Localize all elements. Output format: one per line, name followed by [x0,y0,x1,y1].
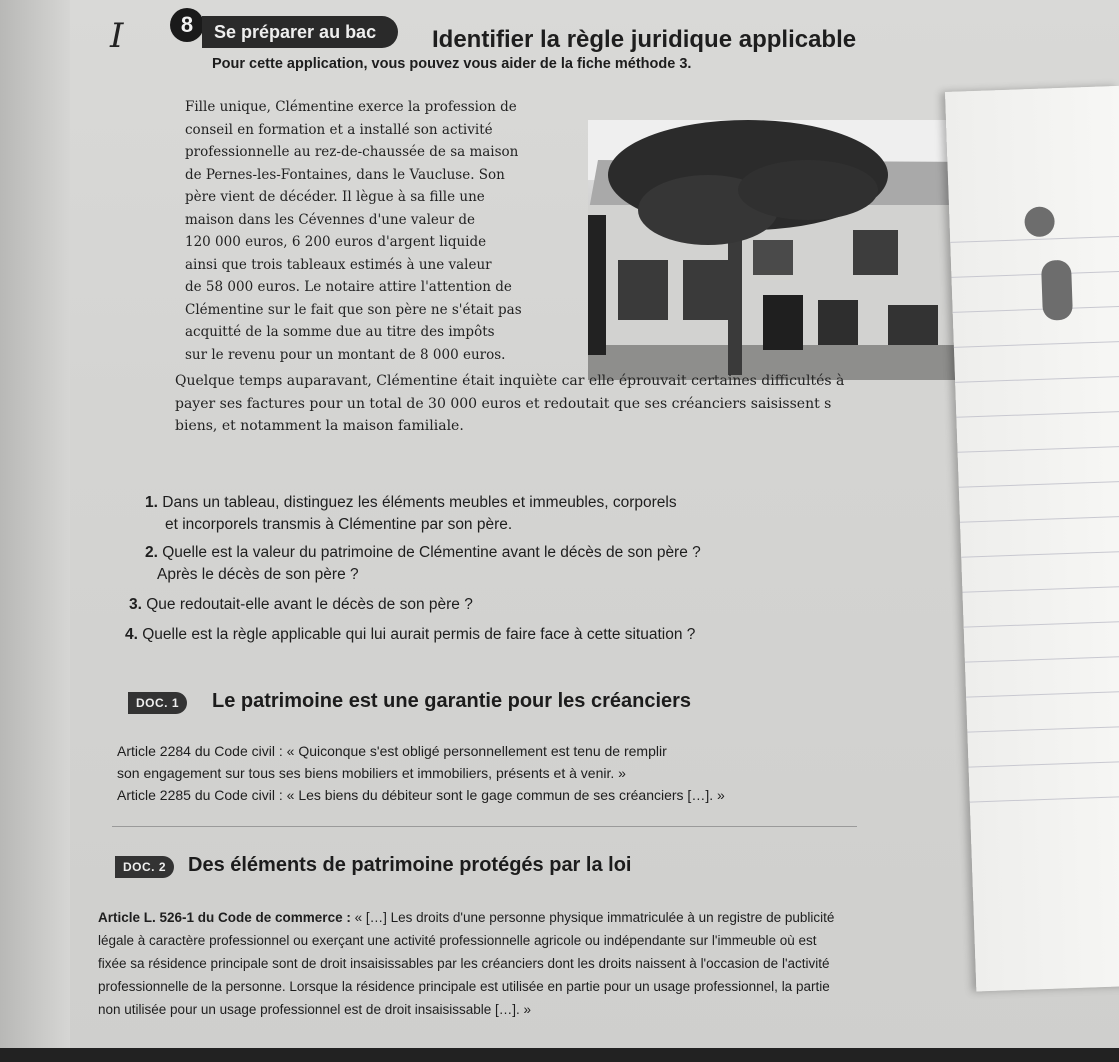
doc2-line: fixée sa résidence principale sont de droit insaisissables par les créanciers dont les droits naissent à l'occasion de l'activité [98,956,830,971]
questions-list [125,492,925,646]
question-text: et incorporels transmis à Clémentine par son père. [165,516,513,533]
doc2-title: Des éléments de patrimoine protégés par la loi [188,854,632,876]
case-line: 120 000 euros, 6 200 euros d'argent liquide [185,234,487,250]
question-item [125,624,925,646]
page-title: Identifier la règle juridique applicable [432,26,857,53]
doc2-line: non utilisée pour un usage professionnel est de droit insaisissable […]. » [98,1002,532,1017]
binder-paper [945,86,1119,992]
house-photo-drawing [588,120,998,380]
bottom-edge [0,1048,1119,1062]
question-text: Quelle est la règle applicable qui lui aurait permis de faire face à cette situation ? [142,626,696,643]
case-line: de 58 000 euros. Le notaire attire l'attention de [185,279,512,295]
case-line: de Pernes-les-Fontaines, dans le Vaucluse. Son [185,166,505,183]
doc1-line: son engagement sur tous ses biens mobiliers et immobiliers, présents et à venir. » [117,765,626,781]
case-line: acquitté de la somme due au titre des impôts [185,324,495,340]
doc1-line: Article 2285 du Code civil : « Les biens du débiteur sont le gage commun de ses créanciers […]. » [117,787,725,803]
case-line: conseil en formation et a installé son activité [185,121,493,138]
question-number: 1. [145,494,158,511]
binder-hole [1024,206,1055,237]
exercise-number: 8 [170,8,204,42]
case-line: payer ses factures pour un total de 30 000 euros et redoutait que ses créanciers saisissent s [175,395,832,412]
question-item [145,542,925,586]
case-line: père vient de décéder. Il lègue à sa fille une [185,189,485,205]
doc1-badge: DOC. 1 [128,692,187,714]
question-text: Que redoutait-elle avant le décès de son père ? [146,596,473,613]
binder-hole [1041,260,1073,321]
section-badge: Se préparer au bac [202,16,398,48]
question-text: Dans un tableau, distinguez les éléments meubles et immeubles, corporels [162,494,677,511]
page-shadow [0,0,70,1062]
hand-mark: I [110,16,124,56]
case-line: biens, et notamment la maison familiale. [175,418,464,434]
case-line: Fille unique, Clémentine exerce la profession de [185,99,517,115]
question-number: 3. [129,596,142,613]
case-line: Quelque temps auparavant, Clémentine était inquiète car elle éprouvait certaines difficultés à [175,373,845,389]
doc1-body [117,740,877,806]
case-line: sur le revenu pour un montant de 8 000 euros. [185,346,506,363]
question-text: Après le décès de son père ? [157,566,359,583]
house-photo-icon [588,120,998,380]
doc2-line: « […] Les droits d'une personne physique immatriculée à un registre de publicité [350,910,835,925]
case-continuation [175,370,1025,438]
case-line: ainsi que trois tableaux estimés à une valeur [185,256,492,273]
case-line: professionnelle au rez-de-chaussée de sa maison [185,144,519,160]
case-text [185,96,585,366]
question-text: Quelle est la valeur du patrimoine de Clémentine avant le décès de son père ? [162,544,701,561]
question-item [145,492,925,536]
doc2-lead: Article L. 526-1 du Code de commerce : [98,910,351,925]
doc2-line: légale à caractère professionnel ou exerçant une activité professionnelle agricole ou indépendante sur l'immeuble où est [98,933,817,948]
doc1-line: Article 2284 du Code civil : « Quiconque s'est obligé personnellement est tenu de remplir [117,743,667,759]
question-number: 2. [145,544,158,561]
question-item [129,594,925,616]
doc1-separator [112,826,857,827]
question-number: 4. [125,626,138,643]
doc2-badge: DOC. 2 [115,856,174,878]
page-subtitle: Pour cette application, vous pouvez vous aider de la fiche méthode 3. [212,56,692,72]
case-line: maison dans les Cévennes d'une valeur de [185,211,475,228]
doc2-line: professionnelle de la personne. Lorsque la résidence principale est utilisée en partie pour un usage professionnel, la partie [98,979,830,994]
case-line: Clémentine sur le fait que son père ne s'était pas [185,301,522,318]
doc2-body [98,906,1088,1021]
doc1-title: Le patrimoine est une garantie pour les créanciers [212,690,692,712]
